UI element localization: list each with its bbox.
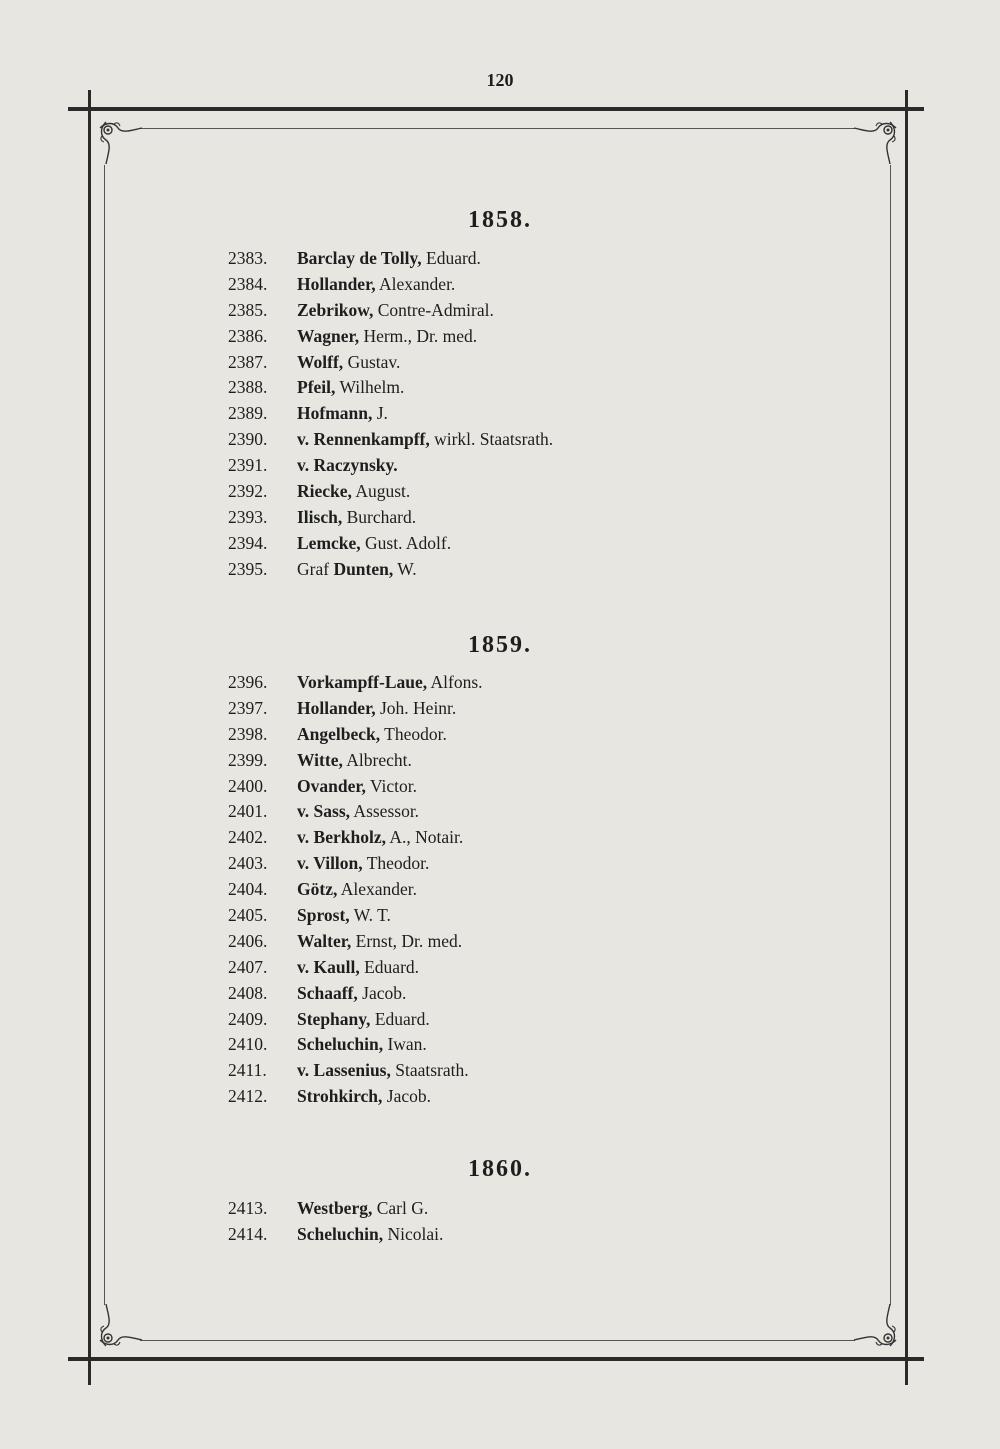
entry-number: 2411. (228, 1060, 267, 1081)
entry-details: Eduard. (370, 1008, 430, 1029)
list-item (228, 272, 828, 298)
list-item (228, 557, 828, 583)
frame-inner-bottom-rule (140, 1340, 855, 1341)
entry-surname: v. Lassenius, (297, 1060, 391, 1081)
entry-details: J. (372, 403, 388, 424)
entry-number: 2404. (228, 879, 268, 900)
list-item (228, 375, 828, 401)
list-item (228, 722, 828, 748)
list-item (228, 955, 828, 981)
entry-number: 2405. (228, 905, 268, 926)
entry-number: 2396. (228, 672, 268, 692)
list-item (228, 324, 828, 350)
entry-details: Victor. (365, 775, 418, 796)
entry-number: 2387. (228, 351, 268, 372)
frame-outer-bottom-rule (68, 1357, 924, 1361)
entry-surname: Scheluchin, (297, 1223, 384, 1244)
list-item (228, 350, 828, 376)
list-item (228, 774, 828, 800)
entry-surname: Hofmann, (297, 403, 373, 424)
entry-surname: Westberg, (297, 1198, 373, 1218)
frame-outer-top-rule (68, 107, 924, 111)
entry-surname: Stephany, (297, 1008, 371, 1029)
entry-details: Jacob. (382, 1086, 432, 1107)
entry-surname: Ovander, (297, 775, 366, 796)
entry-surname: Angelbeck, (297, 723, 381, 744)
entry-surname: Riecke, (297, 481, 352, 502)
list-item (228, 298, 828, 324)
corner-ornament-icon (96, 1302, 144, 1350)
list-item (228, 246, 828, 272)
list-item (228, 696, 828, 722)
entry-details: Burchard. (342, 506, 417, 527)
entry-number: 2414. (228, 1223, 268, 1244)
entry-surname: v. Villon, (297, 853, 363, 874)
entry-details: Gustav. (343, 351, 401, 372)
entry-number: 2394. (228, 532, 268, 553)
list-item (228, 401, 828, 427)
list-item (228, 748, 828, 774)
entry-details: Iwan. (383, 1034, 427, 1055)
entry-details: Assessor. (350, 801, 420, 822)
list-item (228, 670, 828, 696)
entry-number: 2385. (228, 299, 268, 320)
entry-list (228, 246, 828, 583)
list-item (228, 825, 828, 851)
entry-number: 2410. (228, 1034, 268, 1055)
frame-outer-right-rule (905, 90, 908, 1385)
entry-details: wirkl. Staatsrath. (429, 429, 554, 450)
list-item (228, 1007, 828, 1033)
year-heading: 1858. (468, 207, 532, 233)
entry-number: 2388. (228, 377, 268, 398)
entry-surname: Dunten, (333, 558, 394, 579)
entry-surname: Strohkirch, (297, 1086, 383, 1107)
entry-details: Alexander. (375, 273, 456, 294)
list-item (228, 799, 828, 825)
entry-details: Gust. Adolf. (360, 532, 452, 553)
entry-surname: Schaaff, (297, 982, 358, 1003)
list-item (228, 981, 828, 1007)
entry-surname: v. Sass, (297, 801, 351, 822)
entry-number: 2383. (228, 248, 268, 268)
entry-surname: Scheluchin, (297, 1034, 384, 1055)
entry-surname: Götz, (297, 879, 338, 900)
corner-ornament-icon (852, 1302, 900, 1350)
entry-details: A., Notair. (385, 827, 464, 848)
entry-list (228, 1196, 828, 1248)
frame-inner-right-rule (890, 165, 891, 1305)
entry-number: 2384. (228, 273, 268, 294)
entry-details: Ernst, Dr. med. (351, 930, 463, 951)
entry-details: Carl G. (372, 1198, 429, 1218)
year-heading: 1860. (468, 1156, 532, 1182)
entry-number: 2397. (228, 697, 268, 718)
entry-details: Theodor. (362, 853, 430, 874)
list-item (228, 851, 828, 877)
entry-number: 2409. (228, 1008, 268, 1029)
entry-number: 2391. (228, 455, 268, 476)
list-item (228, 1032, 828, 1058)
corner-ornament-icon (96, 118, 144, 166)
frame-inner-top-rule (140, 128, 855, 129)
list-item (228, 903, 828, 929)
entry-details: Joh. Heinr. (375, 697, 457, 718)
entry-details: Staatsrath. (390, 1060, 469, 1081)
entry-number: 2408. (228, 982, 268, 1003)
entry-details: Eduard. (421, 248, 481, 268)
entry-number: 2401. (228, 801, 268, 822)
entry-number: 2395. (228, 558, 268, 579)
entry-details: W. (393, 558, 417, 579)
entry-surname: Barclay de Tolly, (297, 248, 422, 268)
entry-details: Wilhelm. (335, 377, 405, 398)
entry-surname: v. Berkholz, (297, 827, 386, 848)
list-item (228, 1196, 828, 1222)
entry-number: 2392. (228, 481, 268, 502)
entry-number: 2399. (228, 749, 268, 770)
entry-number: 2402. (228, 827, 268, 848)
entry-details: Contre-Admiral. (373, 299, 494, 320)
list-item (228, 531, 828, 557)
frame-inner-left-rule (104, 165, 105, 1305)
entry-number: 2403. (228, 853, 268, 874)
list-item (228, 505, 828, 531)
entry-details: Albrecht. (342, 749, 412, 770)
entry-number: 2398. (228, 723, 268, 744)
entry-number: 2400. (228, 775, 268, 796)
list-item (228, 479, 828, 505)
entry-surname: Wagner, (297, 325, 360, 346)
entry-surname: v. Raczynsky. (297, 455, 398, 476)
entry-details: Alfons. (427, 672, 483, 692)
entry-surname: Hollander, (297, 273, 376, 294)
entry-number: 2390. (228, 429, 268, 450)
entry-details: August. (351, 481, 411, 502)
entry-surname: Vorkampff-Laue, (297, 672, 428, 692)
entry-surname: Witte, (297, 749, 343, 770)
entry-surname: Zebrikow, (297, 299, 374, 320)
entry-surname: Sprost, (297, 905, 350, 926)
entry-details: Jacob. (357, 982, 407, 1003)
entry-number: 2389. (228, 403, 268, 424)
entry-details: Herm., Dr. med. (359, 325, 478, 346)
list-item (228, 453, 828, 479)
frame-outer-left-rule (88, 90, 91, 1385)
list-item (228, 1222, 828, 1248)
entry-list (228, 670, 828, 1110)
entry-surname: v. Kaull, (297, 956, 360, 977)
entry-details: W. T. (349, 905, 391, 926)
corner-ornament-icon (852, 118, 900, 166)
entry-surname: Walter, (297, 930, 352, 951)
year-heading: 1859. (468, 632, 532, 658)
list-item (228, 1084, 828, 1110)
entry-details: Eduard. (359, 956, 420, 977)
entry-details: Theodor. (380, 723, 447, 744)
entry-number: 2386. (228, 325, 268, 346)
entry-surname: Wolff, (297, 351, 344, 372)
list-item (228, 877, 828, 903)
entry-number: 2413. (228, 1198, 268, 1218)
entry-details: Nicolai. (383, 1223, 444, 1244)
list-item (228, 929, 828, 955)
entry-number: 2407. (228, 956, 268, 977)
page-number: 120 (486, 70, 514, 90)
entry-number: 2393. (228, 506, 268, 527)
entry-surname: Lemcke, (297, 532, 361, 553)
list-item (228, 1058, 828, 1084)
entry-number: 2412. (228, 1086, 268, 1107)
entry-details: Alexander. (337, 879, 418, 900)
entry-surname: Pfeil, (297, 377, 336, 398)
entry-number: 2406. (228, 930, 268, 951)
list-item (228, 427, 828, 453)
entry-surname: Hollander, (297, 697, 376, 718)
entry-surname: v. Rennenkampff, (297, 429, 430, 450)
entry-prefix: Graf (297, 558, 334, 579)
entry-surname: Ilisch, (297, 506, 343, 527)
